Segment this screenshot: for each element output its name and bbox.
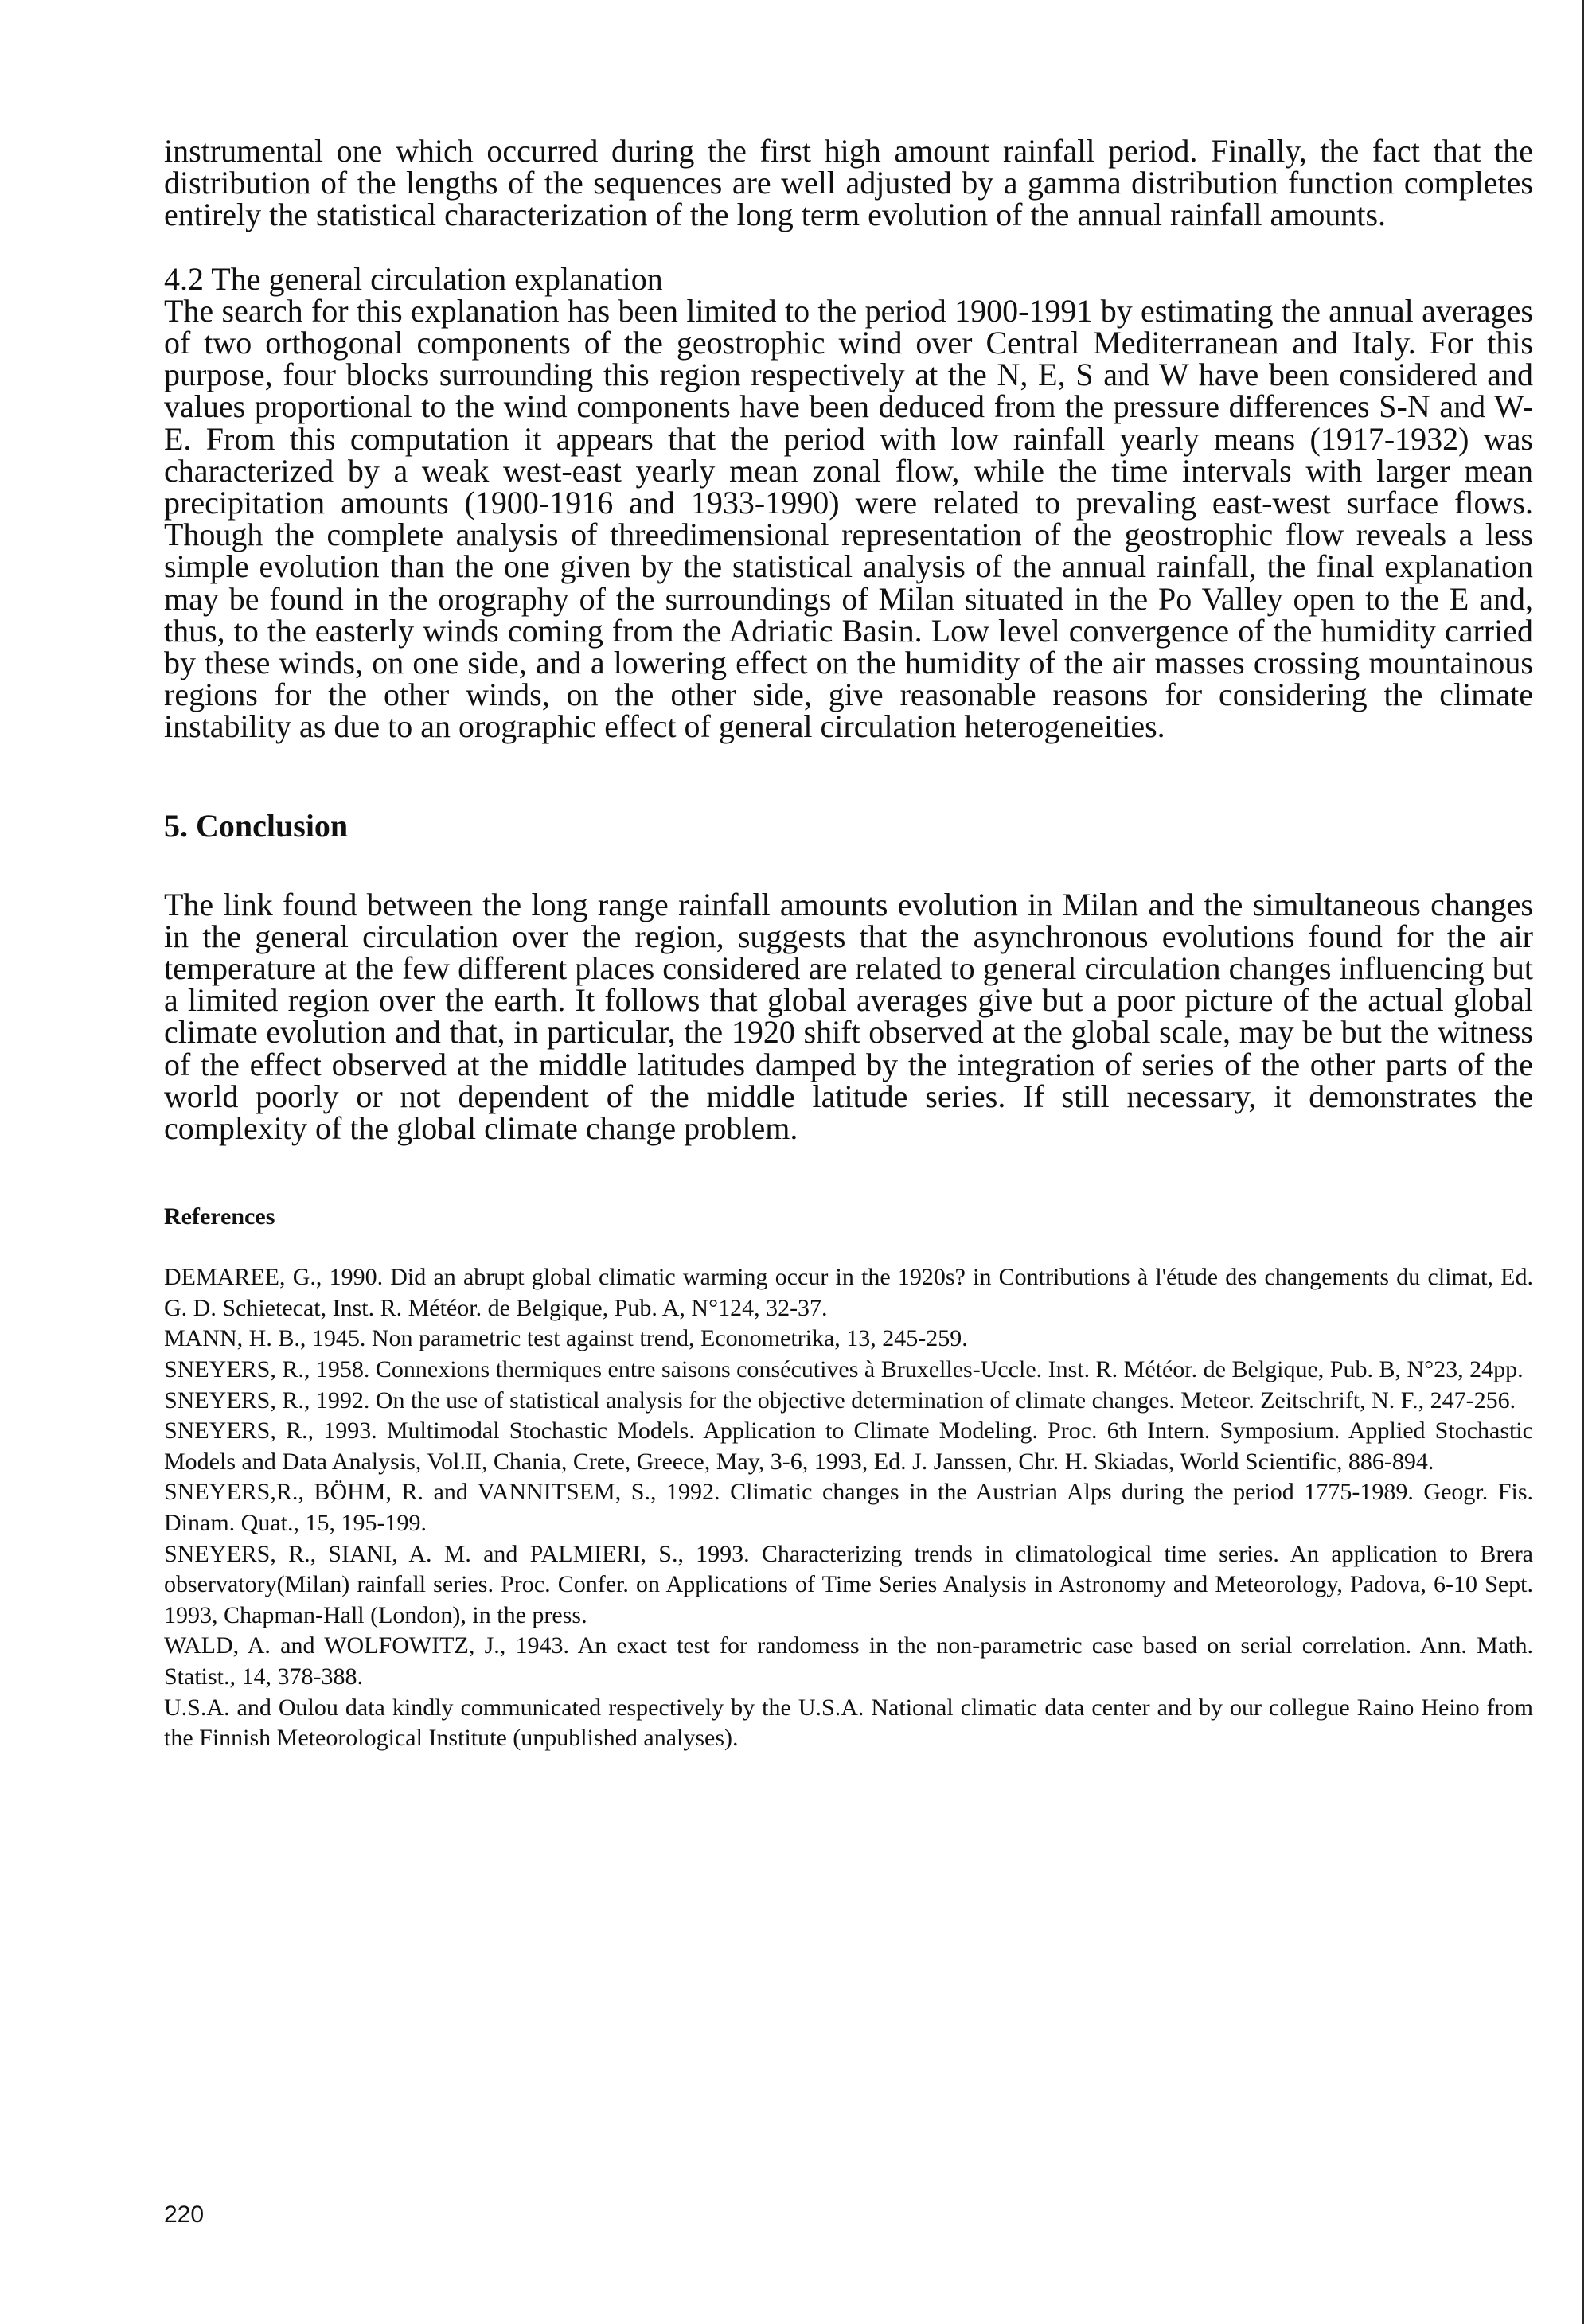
intro-paragraph: instrumental one which occurred during the first high amount rainfall period. Finally, the fact that the distribution of the lengths of the sequences are well adjusted by a gamma distribution function completes entirely the statistical characterization of the long term evolution of the annual rainfall amounts. bbox=[164, 133, 1533, 233]
conclusion-heading: 5. Conclusion bbox=[164, 807, 349, 844]
reference-item: SNEYERS, R., 1993. Multimodal Stochastic Models. Application to Climate Modeling. Proc. 6th Intern. Symposium. Applied Stochastic Models and Data Analysis, Vol.II, Chania, Crete, Greece, May, 3-6, 1993, Ed. J. Janssen, Chr. H. Skiadas, World Scientific, 886-894. bbox=[164, 1417, 1533, 1475]
page-content bbox=[164, 135, 1533, 1754]
reference-item: DEMAREE, G., 1990. Did an abrupt global climatic warming occur in the 1920s? in Contributions à l'étude des changements du climat, Ed. G. D. Schietecat, Inst. R. Météor. de Belgique, Pub. A, N°124, 32-37. bbox=[164, 1264, 1533, 1321]
reference-item: SNEYERS,R., BÖHM, R. and VANNITSEM, S., 1992. Climatic changes in the Austrian Alps during the period 1775-1989. Geogr. Fis. Dinam. Quat., 15, 195-199. bbox=[164, 1479, 1533, 1537]
reference-item: SNEYERS, R., SIANI, A. M. and PALMIERI, S., 1993. Characterizing trends in climatological time series. An application to Brera observatory(Milan) rainfall series. Proc. Confer. on Applications of Time Series Analysis in Astronomy and Meteorology, Padova, 6-10 Sept. 1993, Chapman-Hall (London), in the press. bbox=[164, 1540, 1533, 1628]
reference-item: SNEYERS, R., 1992. On the use of statistical analysis for the objective determination of climate changes. Meteor. Zeitschrift, N. F., 247-256. bbox=[164, 1386, 1516, 1414]
conclusion-body: The link found between the long range rainfall amounts evolution in Milan and the simultaneous changes in the general circulation over the region, suggests that the asynchronous evolutions found for the air temperature at the few different places considered are related to general circulation changes influencing but a limited region over the earth. It follows that global averages give but a poor picture of the actual global climate evolution and that, in particular, the 1920 shift observed at the global scale, may be but the witness of the effect observed at the middle latitudes damped by the integration of series of the other parts of the world poorly or not dependent of the middle latitude series. If still necessary, it demonstrates the complexity of the global climate change problem. bbox=[164, 886, 1533, 1147]
section-4-2-heading: 4.2 The general circulation explanation bbox=[164, 260, 663, 297]
reference-item: U.S.A. and Oulou data kindly communicated respectively by the U.S.A. National climatic data center and by our collegue Raino Heino from the Finnish Meteorological Institute (unpublished analyses). bbox=[164, 1694, 1533, 1752]
page-number: 220 bbox=[164, 2201, 205, 2228]
reference-item: MANN, H. B., 1945. Non parametric test against trend, Econometrika, 13, 245-259. bbox=[164, 1325, 968, 1352]
section-4-2-body: The search for this explanation has been limited to the period 1900-1991 by estimating the annual averages of two orthogonal components of the geostrophic wind over Central Mediterranean and Italy. For this purpose, four blocks surrounding this region respectively at the N, E, S and W have been considered and values proportional to the wind components have been deduced from the pressure differences S-N and W-E. From this computation it appears that the period with low rainfall yearly means (1917-1932) was characterized by a weak west-east yearly mean zonal flow, while the time intervals with larger mean precipitation amounts (1900-1916 and 1933-1990) were related to prevaling east-west surface flows. Though the complete analysis of threedimensional representation of the geostrophic flow reveals a less simple evolution than the one given by the statistical analysis of the annual rainfall, the final explanation may be found in the orography of the surroundings of Milan situated in the Po Valley open to the E and, thus, to the easterly winds coming from the Adriatic Basin. Low level convergence of the humidity carried by these winds, on one side, and a lowering effect on the humidity of the air masses crossing mountainous regions for the other winds, on the other side, give reasonable reasons for considering the climate instability as due to an orographic effect of general circulation heterogeneities. bbox=[164, 292, 1533, 745]
reference-item: WALD, A. and WOLFOWITZ, J., 1943. An exact test for randomess in the non-parametric case based on serial correlation. Ann. Math. Statist., 14, 378-388. bbox=[164, 1632, 1533, 1690]
references-list bbox=[164, 1262, 1533, 1754]
reference-item: SNEYERS, R., 1958. Connexions thermiques entre saisons consécutives à Bruxelles-Uccle. Inst. R. Météor. de Belgique, Pub. B, N°23, 24pp. bbox=[164, 1356, 1524, 1383]
references-heading: References bbox=[164, 1203, 275, 1230]
page-edge-line bbox=[1582, 0, 1584, 2324]
